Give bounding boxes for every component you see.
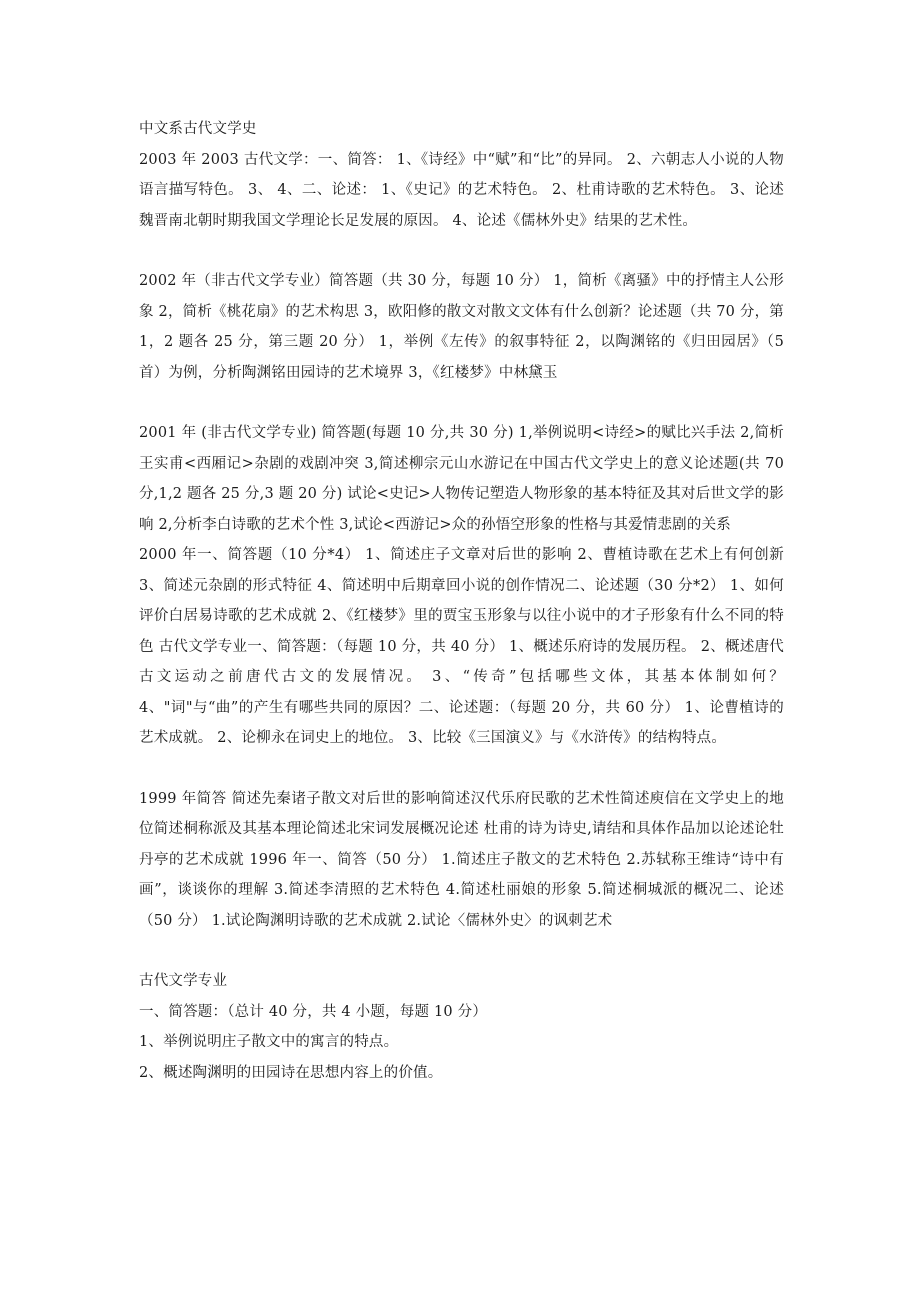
section-title: 古代文学专业 (139, 973, 228, 989)
document-title: 中文系古代文学史 (139, 121, 257, 137)
paragraph-2001: 2001 年 (非古代文学专业) 简答题(每题 10 分,共 30 分) 1,举例说明<诗经>的赋比兴手法 2,简析王实甫<西厢记>杂剧的戏剧冲突 3,简述柳宗元山水游记在中国古代文学史上的意义论述题(共 70 分,1,2 题各 25 分,3 题 20 分) 试论<史记>人物传记塑造人物形象的基本特征及其对后世文学的影响 2,分析李白诗歌的艺术个性 3,试论<西游记>众的孙悟空形象的性格与其爱情悲剧的关系 (139, 425, 784, 533)
paragraph-2002: 2002 年（非古代文学专业）简答题（共 30 分，每题 10 分） 1，简析《离骚》中的抒情主人公形象 2，简析《桃花扇》的艺术构思 3，欧阳修的散文对散文文体有什么创新？论述题（共 70 分，第 1，2 题各 25 分，第三题 20 分） 1，举例《左传》的叙事特征 2，以陶渊铭的《归田园居》（5 首）为例，分析陶渊铭田园诗的艺术境界 3，《红楼梦》中林黛玉 (139, 273, 784, 381)
paragraph-2003: 2003 年 2003 古代文学：一、简答： 1、《诗经》中“赋”和“比”的异同。 2、六朝志人小说的人物语言描写特色。 3、 4、二、论述： 1、《史记》的艺术特色。 2、杜甫诗歌的艺术特色。 3、论述魏晋南北朝时期我国文学理论长足发展的原因。 4、论述《儒林外史》结果的艺术性。 (139, 151, 784, 229)
question-item: 1、举例说明庄子散文中的寓言的特点。 (139, 1034, 399, 1050)
paragraph-gap (139, 388, 784, 418)
question-header: 一、简答题：（总计 40 分，共 4 小题，每题 10 分） (139, 1003, 488, 1020)
paragraph-1999: 1999 年简答 简述先秦诸子散文对后世的影响简述汉代乐府民歌的艺术性简述庾信在文学史上的地位简述桐称派及其基本理论简述北宋词发展概况论述 杜甫的诗为诗史,请结和具体作品加以论述论牡丹亭的艺术成就 1996 年一、简答（50 分） 1.简述庄子散文的艺术特色 2.苏轼称王维诗“诗中有画”，谈谈你的理解 3.简述李清照的艺术特色 4.简述杜丽娘的形象 5.简述桐城派的概况二、论述（50 分） 1.试论陶渊明诗歌的艺术成就 2.试论〈儒林外史〉的讽刺艺术 (139, 790, 784, 929)
paragraph-gap (139, 936, 784, 966)
paragraph-2000: 2000 年一、简答题（10 分*4） 1、简述庄子文章对后世的影响 2、曹植诗歌在艺术上有何创新 3、简述元杂剧的形式特征 4、简述明中后期章回小说的创作情况二、论述题（30 分*2） 1、如何评价白居易诗歌的艺术成就 2、《红楼梦》里的贾宝玉形象与以往小说中的才子形象有什么不同的特色 古代文学专业一、简答题：（每题 10 分，共 40 分） 1、概述乐府诗的发展历程。 2、概述唐代古文运动之前唐代古文的发展情况。 3、“传奇”包括哪些文体，其基本体制如何？ 4、"词"与“曲”的产生有哪些共同的原因？二、论述题：（每题 20 分，共 60 分） 1、论曹植诗的艺术成就。 2、论柳永在词史上的地位。 3、比较《三国演义》与《水浒传》的结构特点。 (139, 547, 784, 746)
document-body (139, 114, 784, 1088)
question-item: 2、概述陶渊明的田园诗在思想内容上的价值。 (139, 1064, 443, 1081)
paragraph-gap (139, 236, 784, 266)
paragraph-gap (139, 754, 784, 784)
